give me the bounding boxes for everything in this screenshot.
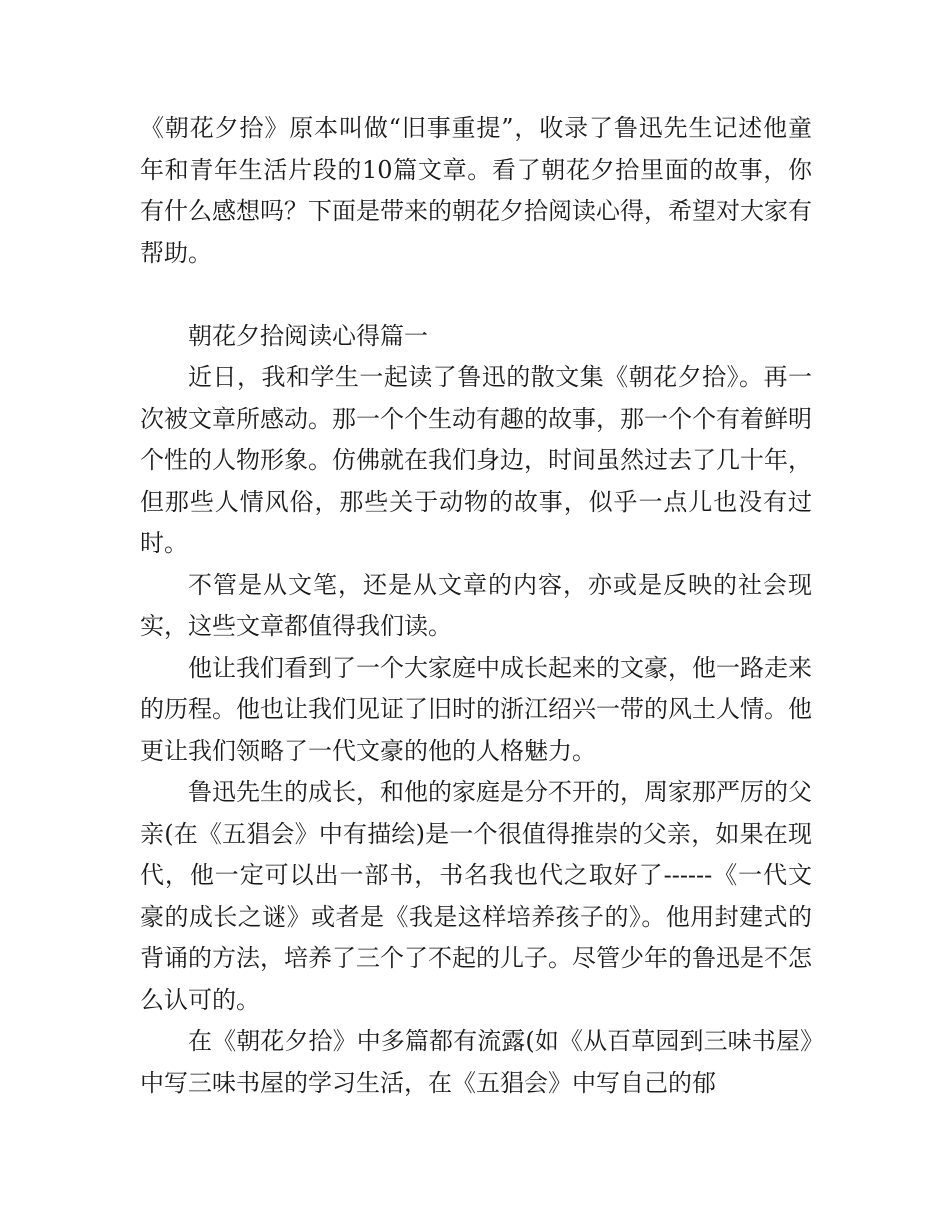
body-paragraph-1: 近日，我和学生一起读了鲁迅的散文集《朝花夕拾》。再一次被文章所感动。那一个个生动有趣的故事，那一个个有着鲜明个性的人物形象。仿佛就在我们身边，时间虽然过去了几十年，但那些人情风俗，那些关于动物的故事，似乎一点儿也没有过时。 bbox=[140, 363, 812, 557]
body-paragraph-5: 在《朝花夕拾》中多篇都有流露(如《从百草园到三味书屋》中写三味书屋的学习生活，在《五猖会》中写自己的郁 bbox=[140, 1027, 812, 1097]
body-paragraph-2: 不管是从文笔，还是从文章的内容，亦或是反映的社会现实，这些文章都值得我们读。 bbox=[140, 570, 812, 640]
blank-line bbox=[140, 274, 812, 316]
section-title: 朝花夕拾阅读心得篇一 bbox=[188, 321, 428, 350]
document-page bbox=[140, 108, 812, 1104]
intro-paragraph: 《朝花夕拾》原本叫做“旧事重提”，收录了鲁迅先生记述他童年和青年生活片段的10篇文章。看了朝花夕拾里面的故事，你有什么感想吗？下面是带来的朝花夕拾阅读心得，希望对大家有帮助。 bbox=[140, 114, 812, 267]
body-paragraph-3: 他让我们看到了一个大家庭中成长起来的文豪，他一路走来的历程。他也让我们见证了旧时的浙江绍兴一带的风土人情。他更让我们领略了一代文豪的他的人格魅力。 bbox=[140, 653, 812, 765]
body-paragraph-4: 鲁迅先生的成长，和他的家庭是分不开的，周家那严厉的父亲(在《五猖会》中有描绘)是一个很值得推崇的父亲，如果在现代，他一定可以出一部书，书名我也代之取好了------《一代文豪的成长之谜》或者是《我是这样培养孩子的》。他用封建式的背诵的方法，培养了三个了不起的儿子。尽管少年的鲁迅是不怎么认可的。 bbox=[140, 778, 812, 1014]
